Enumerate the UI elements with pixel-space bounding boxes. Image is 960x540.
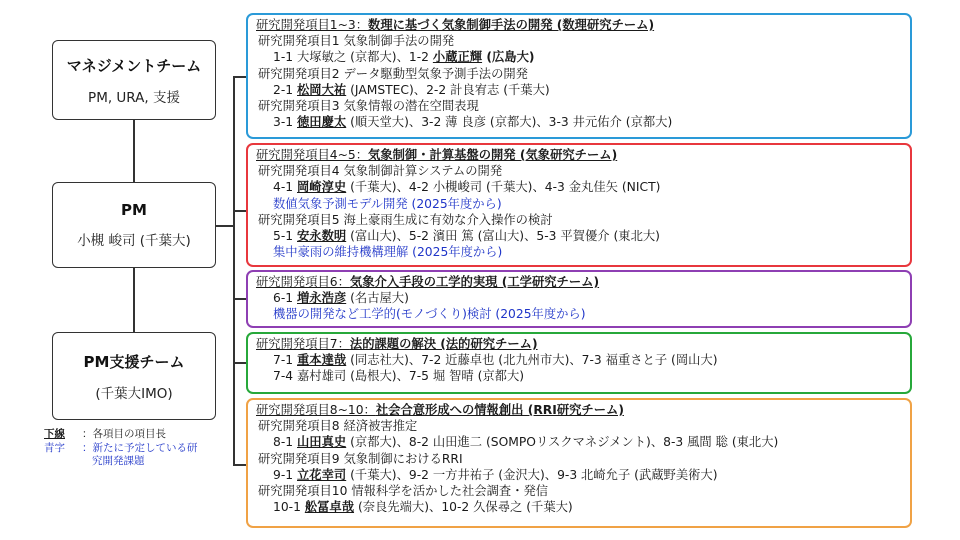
legend-underline-key: 下線 [44, 428, 65, 440]
item-leader-name: 岡崎淳史 [297, 180, 347, 195]
member-list [256, 179, 910, 195]
member-list [256, 290, 910, 306]
member-list [256, 434, 910, 450]
member-text: (順天堂大)、3-2 薄 良彦 (京都大)、3-3 井元佑介 (京都大) [346, 115, 673, 130]
panel-heading-prefix: 研究開発項目8~10： [256, 403, 376, 417]
member-text: (富山大)、5-2 濱田 篤 (富山大)、5-3 平賀優介 (東北大) [346, 229, 660, 244]
member-text: 1-1 大塚敏之 (京都大)、1-2 [273, 50, 433, 65]
panel-heading-title: 気象介入手段の工学的実現 (工学研究チーム) [349, 275, 600, 289]
panel-legal-team [246, 332, 912, 394]
research-item-title: 研究開発項目5 海上豪雨生成に有効な介入操作の検討 [258, 212, 553, 227]
item-leader-name: 松岡大祐 [297, 82, 347, 97]
panel-heading-title: 気象制御・計算基盤の開発 (気象研究チーム) [368, 148, 618, 162]
pm-support-team-title: PM支援チーム [83, 352, 185, 371]
item-leader-name: 小蔵正輝 [432, 50, 483, 65]
research-item-title: 研究開発項目2 データ駆動型気象予測手法の開発 [258, 66, 528, 81]
panel-heading-prefix: 研究開発項目6： [256, 275, 350, 289]
research-item-title: 研究開発項目1 気象制御手法の開発 [258, 34, 455, 49]
pm-support-team-sub: (千葉大IMO) [95, 385, 173, 402]
new-planned-topic: 集中豪雨の維持機構理解 (2025年度から) [273, 245, 503, 260]
legend-blue-key: 青字 [44, 441, 65, 454]
connector-pm-support [133, 268, 135, 332]
panel-heading-prefix: 研究開発項目1~3： [256, 18, 369, 32]
panel-heading [256, 274, 910, 290]
panel-heading-title: 社会合意形成への情報創出 (RRI研究チーム) [375, 403, 624, 417]
pm-title: PM [121, 201, 147, 219]
member-list [256, 49, 910, 65]
legend-blue-desc-1: ：新たに予定している研 [82, 441, 198, 454]
panel-heading [256, 147, 910, 163]
research-item-title: 研究開発項目3 気象情報の潜在空間表現 [258, 99, 479, 114]
member-text: 8-1 [273, 435, 297, 450]
member-text: (同志社大)、7-2 近藤卓也 (北九州市大)、7-3 福重さと子 (岡山大) [346, 353, 718, 368]
panel-heading-prefix: 研究開発項目7： [256, 337, 350, 351]
connector-panel-4 [233, 362, 246, 364]
connector-trunk [233, 76, 235, 464]
member-text: 9-1 [273, 467, 297, 482]
member-list [256, 467, 910, 483]
connector-panel-2 [233, 210, 246, 212]
panel-heading [256, 336, 910, 352]
panel-heading-title: 法的課題の解決 (法的研究チーム) [349, 337, 538, 351]
item-leader-name: 重本達哉 [297, 353, 347, 368]
new-planned-topic: 機器の開発など工学的(モノづくり)検討 (2025年度から) [273, 307, 586, 322]
connector-panel-3 [233, 298, 246, 300]
item-leader-name: 安永数明 [297, 229, 347, 244]
panel-math-team [246, 13, 912, 139]
research-item-title: 研究開発項目4 気象制御計算システムの開発 [258, 164, 503, 179]
member-text: (名古屋大) [346, 291, 409, 306]
member-text: (千葉大)、4-2 小槻峻司 (千葉大)、4-3 金丸佳矢 (NICT) [346, 180, 661, 195]
management-team-box [52, 40, 216, 120]
item-leader-name: 山田真史 [297, 435, 347, 450]
member-text: 10-1 [273, 500, 305, 515]
member-text: 5-1 [273, 229, 297, 244]
connector-management-pm [133, 120, 135, 182]
management-team-title: マネジメントチーム [66, 56, 202, 75]
member-text: (京都大)、8-2 山田進二 (SOMPOリスクマネジメント)、8-3 風間 聡 (東北大) [346, 435, 779, 450]
member-list [256, 114, 910, 130]
member-text: 3-1 [273, 115, 297, 130]
member-list [256, 499, 910, 515]
panel-heading [256, 17, 910, 33]
item-leader-name: 増永浩彦 [297, 291, 347, 306]
legend [44, 428, 198, 469]
member-text: 4-1 [273, 180, 297, 195]
member-text: (JAMSTEC)、2-2 計良宥志 (千葉大) [346, 82, 550, 97]
member-list [256, 352, 910, 368]
member-text: 7-1 [273, 353, 297, 368]
panel-engineering-team [246, 270, 912, 328]
member-text: (広島大) [482, 50, 535, 65]
pm-box [52, 182, 216, 268]
member-list [256, 368, 910, 384]
new-planned-topic: 数値気象予測モデル開発 (2025年度から) [273, 196, 502, 211]
connector-panel-5 [233, 464, 246, 466]
item-leader-name: 立花幸司 [297, 467, 347, 482]
panel-heading [256, 402, 910, 418]
legend-blue-desc-2: 究開発課題 [92, 455, 145, 467]
management-team-sub: PM, URA, 支援 [88, 89, 180, 106]
member-list [256, 228, 910, 244]
connector-pm-trunk [216, 225, 234, 227]
item-leader-name: 舩冨卓哉 [304, 500, 355, 515]
research-item-title: 研究開発項目9 気象制御におけるRRI [258, 451, 463, 466]
member-list [256, 82, 910, 98]
member-text: 6-1 [273, 291, 297, 306]
pm-support-team-box [52, 332, 216, 420]
panel-meteorology-team [246, 143, 912, 267]
member-text: (奈良先端大)、10-2 久保尋之 (千葉大) [354, 500, 573, 515]
pm-name: 小槻 峻司 (千葉大) [77, 233, 191, 249]
research-item-title: 研究開発項目10 情報科学を活かした社会調査・発信 [258, 484, 549, 499]
research-item-title: 研究開発項目8 経済被害推定 [258, 419, 418, 434]
panel-heading-title: 数理に基づく気象制御手法の開発 (数理研究チーム) [368, 18, 655, 32]
item-leader-name: 徳田慶太 [297, 115, 347, 130]
member-text: (千葉大)、9-2 一方井祐子 (金沢大)、9-3 北崎允子 (武蔵野美術大) [346, 467, 718, 482]
panel-heading-prefix: 研究開発項目4~5： [256, 148, 369, 162]
panel-rri-team [246, 398, 912, 528]
connector-panel-1 [233, 76, 246, 78]
legend-underline-desc: ：各項目の項目長 [82, 428, 166, 440]
member-text: 2-1 [273, 82, 297, 97]
member-text: 7-4 嘉村雄司 (島根大)、7-5 堀 智晴 (京都大) [273, 369, 525, 384]
